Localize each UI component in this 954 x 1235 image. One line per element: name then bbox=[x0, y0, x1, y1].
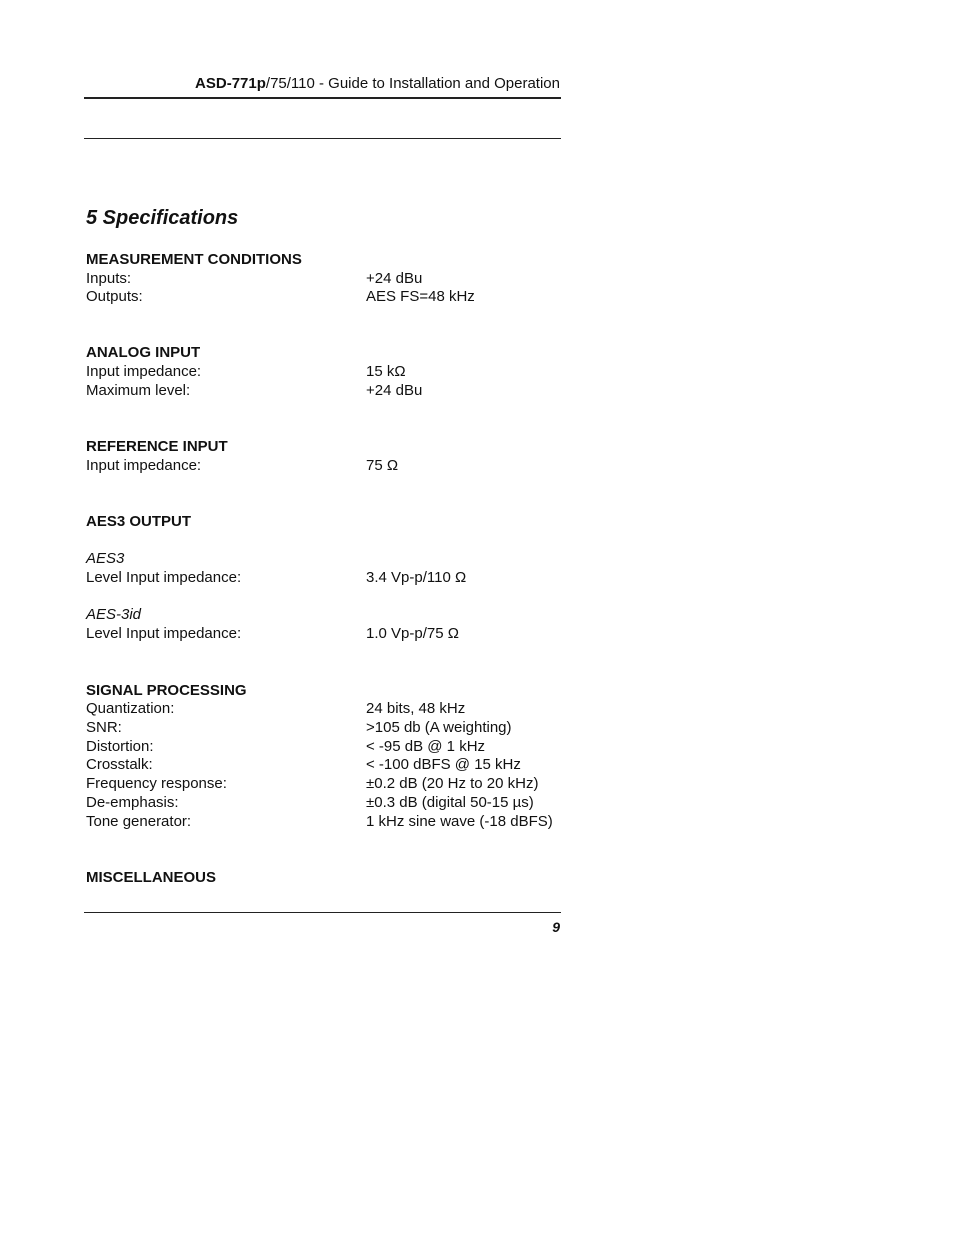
spec-row-frequency-response bbox=[86, 774, 566, 793]
spec-value: >105 db (A weighting) bbox=[366, 719, 512, 736]
spec-row-maximum-level bbox=[86, 381, 566, 400]
spec-label: Tone generator: bbox=[86, 813, 192, 830]
group-heading-miscellaneous: MISCELLANEOUS bbox=[86, 869, 217, 886]
spec-value: 15 kΩ bbox=[366, 363, 406, 380]
page-footer bbox=[84, 912, 561, 936]
header-model: ASD-771p bbox=[195, 75, 266, 92]
spec-label: Crosstalk: bbox=[86, 756, 153, 773]
subheading-aes3id: AES-3id bbox=[86, 606, 142, 623]
group-heading-analog-input: ANALOG INPUT bbox=[86, 344, 201, 361]
spec-label: Input impedance: bbox=[86, 457, 202, 474]
spec-value: ±0.2 dB (20 Hz to 20 kHz) bbox=[366, 775, 539, 792]
spec-row-quantization bbox=[86, 699, 566, 718]
spec-label: Inputs: bbox=[86, 270, 132, 287]
spec-label: SNR: bbox=[86, 719, 122, 736]
spec-label: Level Input impedance: bbox=[86, 625, 242, 642]
spec-value: 3.4 Vp-p/110 Ω bbox=[366, 569, 467, 586]
spec-row-crosstalk bbox=[86, 755, 566, 774]
spec-row-distortion bbox=[86, 737, 566, 756]
spec-label: Input impedance: bbox=[86, 363, 202, 380]
spec-row-outputs bbox=[86, 287, 566, 306]
spec-value: +24 dBu bbox=[366, 270, 423, 287]
spec-row-de-emphasis bbox=[86, 793, 566, 812]
spec-value: < -100 dBFS @ 15 kHz bbox=[366, 756, 521, 773]
spec-label: Outputs: bbox=[86, 288, 143, 305]
page-number: 9 bbox=[552, 919, 560, 935]
spec-value: 1.0 Vp-p/75 Ω bbox=[366, 625, 459, 642]
spec-row-tone-generator bbox=[86, 812, 566, 831]
spec-row-snr bbox=[86, 718, 566, 737]
spec-value: 75 Ω bbox=[366, 457, 399, 474]
spec-row-aes3-level bbox=[86, 568, 566, 587]
spec-row-inputs bbox=[86, 269, 566, 288]
spec-value: < -95 dB @ 1 kHz bbox=[366, 738, 486, 755]
group-heading-signal-processing: SIGNAL PROCESSING bbox=[86, 682, 247, 699]
group-heading-measurement-conditions: MEASUREMENT CONDITIONS bbox=[86, 251, 302, 268]
spec-label: Maximum level: bbox=[86, 382, 191, 399]
subheading-aes3: AES3 bbox=[86, 550, 125, 567]
spec-value: AES FS=48 kHz bbox=[366, 288, 475, 305]
spec-row-reference-impedance bbox=[86, 456, 566, 475]
spec-value: ±0.3 dB (digital 50-15 µs) bbox=[366, 794, 534, 811]
section-title: 5 Specifications bbox=[86, 207, 239, 229]
spec-row-input-impedance bbox=[86, 362, 566, 381]
page-header bbox=[84, 74, 561, 99]
spec-label: Frequency response: bbox=[86, 775, 227, 792]
header-title: /75/110 - Guide to Installation and Operation bbox=[265, 75, 560, 92]
spec-value: +24 dBu bbox=[366, 382, 423, 399]
spec-row-aes3id-level bbox=[86, 624, 566, 643]
spec-label: De-emphasis: bbox=[86, 794, 179, 811]
spec-label: Quantization: bbox=[86, 700, 175, 717]
header-divider bbox=[84, 138, 561, 139]
spec-label: Level Input impedance: bbox=[86, 569, 242, 586]
group-heading-aes3-output: AES3 OUTPUT bbox=[86, 513, 192, 530]
spec-value: 1 kHz sine wave (-18 dBFS) bbox=[366, 813, 553, 830]
spec-label: Distortion: bbox=[86, 738, 154, 755]
group-heading-reference-input: REFERENCE INPUT bbox=[86, 438, 228, 455]
spec-value: 24 bits, 48 kHz bbox=[366, 700, 466, 717]
